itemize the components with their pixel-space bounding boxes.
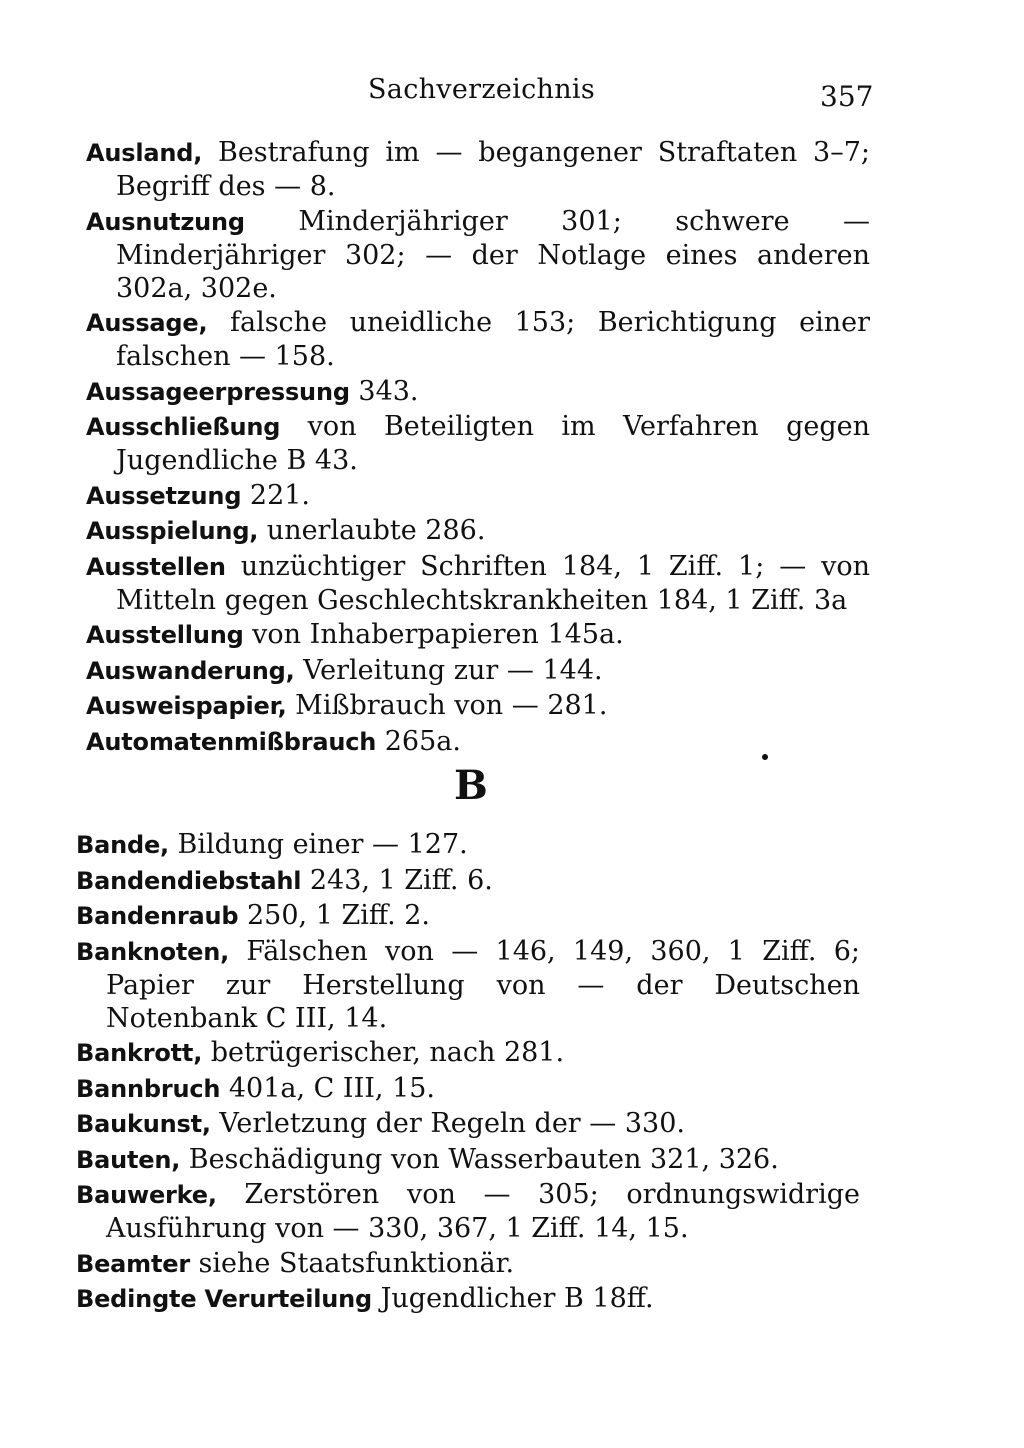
entry-text: unerlaubte 286.: [258, 515, 486, 546]
entry-text: Fälschen von — 146, 149, 360, 1 Ziff. 6; Papier zur Herstellung von — der Deutschen Notenbank C III, 14.: [106, 935, 860, 1034]
entry-headword: Bande,: [76, 831, 169, 859]
section-letter: B: [454, 762, 488, 809]
entry-text: Bestrafung im — begangener Straftaten 3–7; Begriff des — 8.: [116, 137, 870, 202]
entry-text: Jugendlicher B 18ff.: [372, 1283, 654, 1314]
entry-text: falsche uneidliche 153; Berichtigung einer falschen — 158.: [116, 307, 870, 372]
entry-text: betrügerischer, nach 281.: [202, 1037, 565, 1068]
entry-headword: Bandenraub: [76, 902, 239, 930]
entry-text: Verletzung der Regeln der — 330.: [210, 1108, 685, 1139]
index-entry: [76, 828, 860, 862]
entry-headword: Bauten,: [76, 1145, 181, 1174]
print-speck: [762, 754, 768, 760]
index-entry: [86, 550, 870, 617]
entry-text: Zerstören von — 305; ordnungswidrige Ausführung von — 330, 367, 1 Ziff. 14, 15.: [106, 1179, 860, 1244]
entry-text: Verleitung zur — 144.: [294, 654, 603, 686]
entry-headword: Ausnutzung: [86, 207, 245, 236]
index-entry: [76, 1247, 860, 1281]
index-entry: [76, 1072, 860, 1106]
entry-headword: Aussetzung: [86, 481, 242, 510]
index-section-b: [76, 828, 860, 1318]
entry-headword: Aussage,: [86, 309, 208, 337]
index-entry: [86, 689, 870, 723]
entry-text: Beschädigung von Wasserbauten 321, 326.: [180, 1143, 779, 1175]
entry-text: 265a.: [376, 725, 461, 757]
entry-headword: Bauwerke,: [76, 1181, 217, 1209]
running-head: Sachverzeichnis: [368, 74, 595, 105]
entry-headword: Bankrott,: [76, 1039, 203, 1067]
index-entry: [86, 375, 870, 409]
entry-text: 243, 1 Ziff. 6.: [301, 864, 493, 896]
entry-text: Minderjähriger 301; schwere — Minderjähriger 302; — der Notlage eines anderen 302a, 302e.: [116, 205, 870, 304]
entry-text: Bildung einer — 127.: [168, 829, 468, 860]
index-entry: [76, 1036, 860, 1070]
index-section-a: [86, 136, 870, 760]
index-entry: [76, 1178, 860, 1245]
index-entry: [76, 1107, 860, 1141]
index-entry: [86, 205, 870, 305]
entry-text: 343.: [349, 375, 419, 407]
entry-text: von Beteiligten im Verfahren gegen Jugendliche B 43.: [116, 411, 870, 476]
index-entry: [86, 618, 870, 652]
index-entry: [76, 1282, 860, 1316]
entry-headword: Bedingte Verurteilung: [76, 1285, 372, 1313]
entry-text: von Inhaberpapieren 145a.: [243, 619, 624, 650]
entry-headword: Bandendiebstahl: [76, 866, 302, 895]
entry-headword: Ausweispapier,: [86, 692, 287, 720]
entry-headword: Aussageerpressung: [86, 377, 350, 406]
entry-text: Mißbrauch von — 281.: [286, 690, 608, 721]
entry-headword: Banknoten,: [76, 937, 230, 966]
entry-text: unzüchtiger Schriften 184, 1 Ziff. 1; — von Mitteln gegen Geschlechtskrankheiten 184, 1 Ziff. 3a: [116, 550, 870, 616]
entry-headword: Ausstellung: [86, 621, 244, 649]
index-entry: [86, 306, 870, 373]
entry-headword: Ausschließung: [86, 413, 281, 441]
index-entry: [76, 899, 860, 933]
index-entry: [86, 725, 870, 759]
entry-text: 401a, C III, 15.: [220, 1072, 436, 1104]
entry-headword: Baukunst,: [76, 1110, 211, 1138]
index-entry: [76, 935, 860, 1035]
index-entry: [76, 1143, 860, 1177]
index-entry: [86, 654, 870, 688]
index-entry: [86, 136, 870, 203]
index-entry: [76, 864, 860, 898]
entry-text: siehe Staatsfunktionär.: [189, 1247, 515, 1279]
page-number: 357: [820, 80, 874, 113]
index-entry: [86, 479, 870, 513]
entry-headword: Beamter: [76, 1249, 190, 1278]
entry-headword: Ausland,: [86, 139, 203, 167]
entry-headword: Automatenmißbrauch: [86, 727, 377, 756]
index-entry: [86, 410, 870, 477]
entry-headword: Auswanderung,: [86, 656, 295, 685]
entry-headword: Bannbruch: [76, 1074, 221, 1103]
entry-text: 250, 1 Ziff. 2.: [238, 900, 431, 931]
entry-text: 221.: [241, 479, 311, 511]
index-entry: [86, 514, 870, 548]
entry-headword: Ausspielung,: [86, 517, 259, 545]
entry-headword: Ausstellen: [86, 552, 226, 581]
